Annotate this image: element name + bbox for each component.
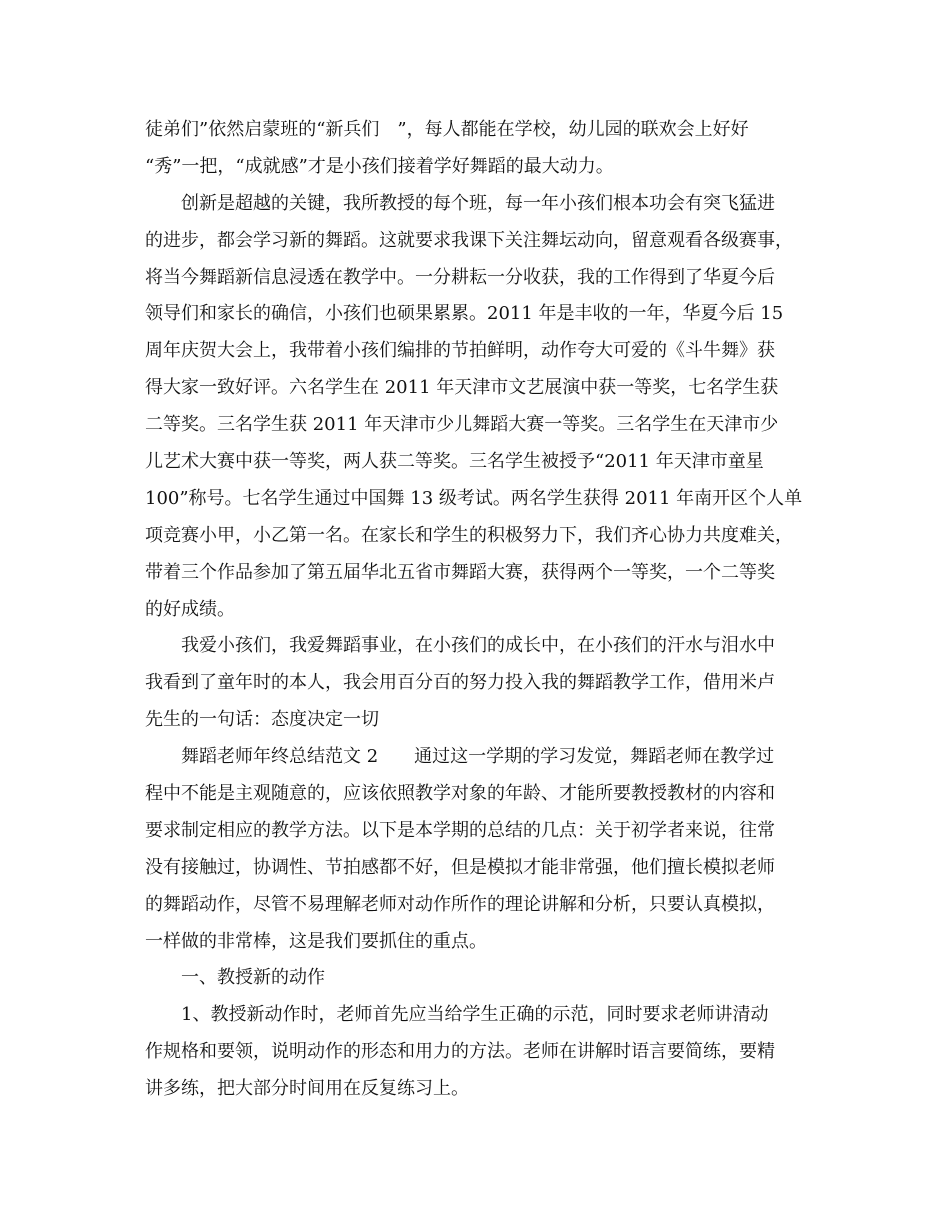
text-line: “秀”一把，“成就感”才是小孩们接着学好舞蹈的最大动力。: [145, 155, 614, 177]
text-line: 我爱小孩们，我爱舞蹈事业，在小孩们的成长中，在小孩们的汗水与泪水中: [181, 635, 775, 657]
text-line: 一样做的非常棒，这是我们要抓住的重点。: [145, 930, 487, 952]
text-line: 100”称号。七名学生通过中国舞 13 级考试。两名学生获得 2011 年南开区个人单: [145, 487, 803, 509]
text-line: 徒弟们”依然启蒙班的“新兵们 ”，每人都能在学校，幼儿园的联欢会上好好: [145, 119, 749, 140]
text-line: 1、教授新动作时，老师首先应当给学生正确的示范，同时要求老师讲清动: [181, 1004, 769, 1026]
text-line: 将当今舞蹈新信息浸透在教学中。一分耕耘一分收获，我的工作得到了华夏今后: [145, 266, 775, 288]
text-line: 带着三个作品参加了第五届华北五省市舞蹈大赛，获得两个一等奖，一个二等奖: [145, 561, 775, 583]
text-line: 创新是超越的关键，我所教授的每个班，每一年小孩们根本功会有突飞猛进: [181, 192, 775, 214]
text-line: 领导们和家长的确信，小孩们也硕果累累。2011 年是丰收的一年，华夏今后 15: [145, 303, 784, 325]
text-line: 的进步，都会学习新的舞蹈。这就要求我课下关注舞坛动向，留意观看各级赛事，: [145, 229, 793, 251]
text-line: 一、教授新的动作: [181, 967, 325, 989]
text-line: 我看到了童年时的本人，我会用百分百的努力投入我的舞蹈教学工作，借用米卢: [145, 672, 775, 694]
text-line: 程中不能是主观随意的，应该依照教学对象的年龄、才能所要教授教材的内容和: [145, 783, 775, 805]
text-line: 讲多练，把大部分时间用在反复练习上。: [145, 1078, 469, 1100]
text-line: 的舞蹈动作，尽管不易理解老师对动作所作的理论讲解和分析，只要认真模拟，: [145, 893, 775, 915]
document-body: [145, 112, 815, 1108]
text-line: 得大家一致好评。六名学生在 2011 年天津市文艺展演中获一等奖，七名学生获: [145, 377, 779, 399]
text-line: 二等奖。三名学生获 2011 年天津市少儿舞蹈大赛一等奖。三名学生在天津市少: [145, 414, 779, 436]
text-line: 先生的一句话：态度决定一切: [145, 709, 379, 731]
text-line: 要求制定相应的教学方法。以下是本学期的总结的几点：关于初学者来说，往常: [145, 819, 775, 841]
text-line: 周年庆贺大会上，我带着小孩们编排的节拍鲜明，动作夸大可爱的《斗牛舞》获: [145, 340, 775, 362]
text-line: 作规格和要领，说明动作的形态和用力的方法。老师在讲解时语言要简练，要精: [145, 1041, 775, 1063]
text-line: 的好成绩。: [145, 598, 235, 620]
text-line: 儿艺术大赛中获一等奖，两人获二等奖。三名学生被授予“2011 年天津市童星: [145, 451, 764, 473]
text-line: 舞蹈老师年终总结范文 2 通过这一学期的学习发觉，舞蹈老师在教学过: [181, 746, 775, 768]
text-line: 项竞赛小甲，小乙第一名。在家长和学生的积极努力下，我们齐心协力共度难关，: [145, 524, 793, 546]
text-line: 没有接触过，协调性、节拍感都不好，但是模拟才能非常强，他们擅长模拟老师: [145, 856, 775, 878]
